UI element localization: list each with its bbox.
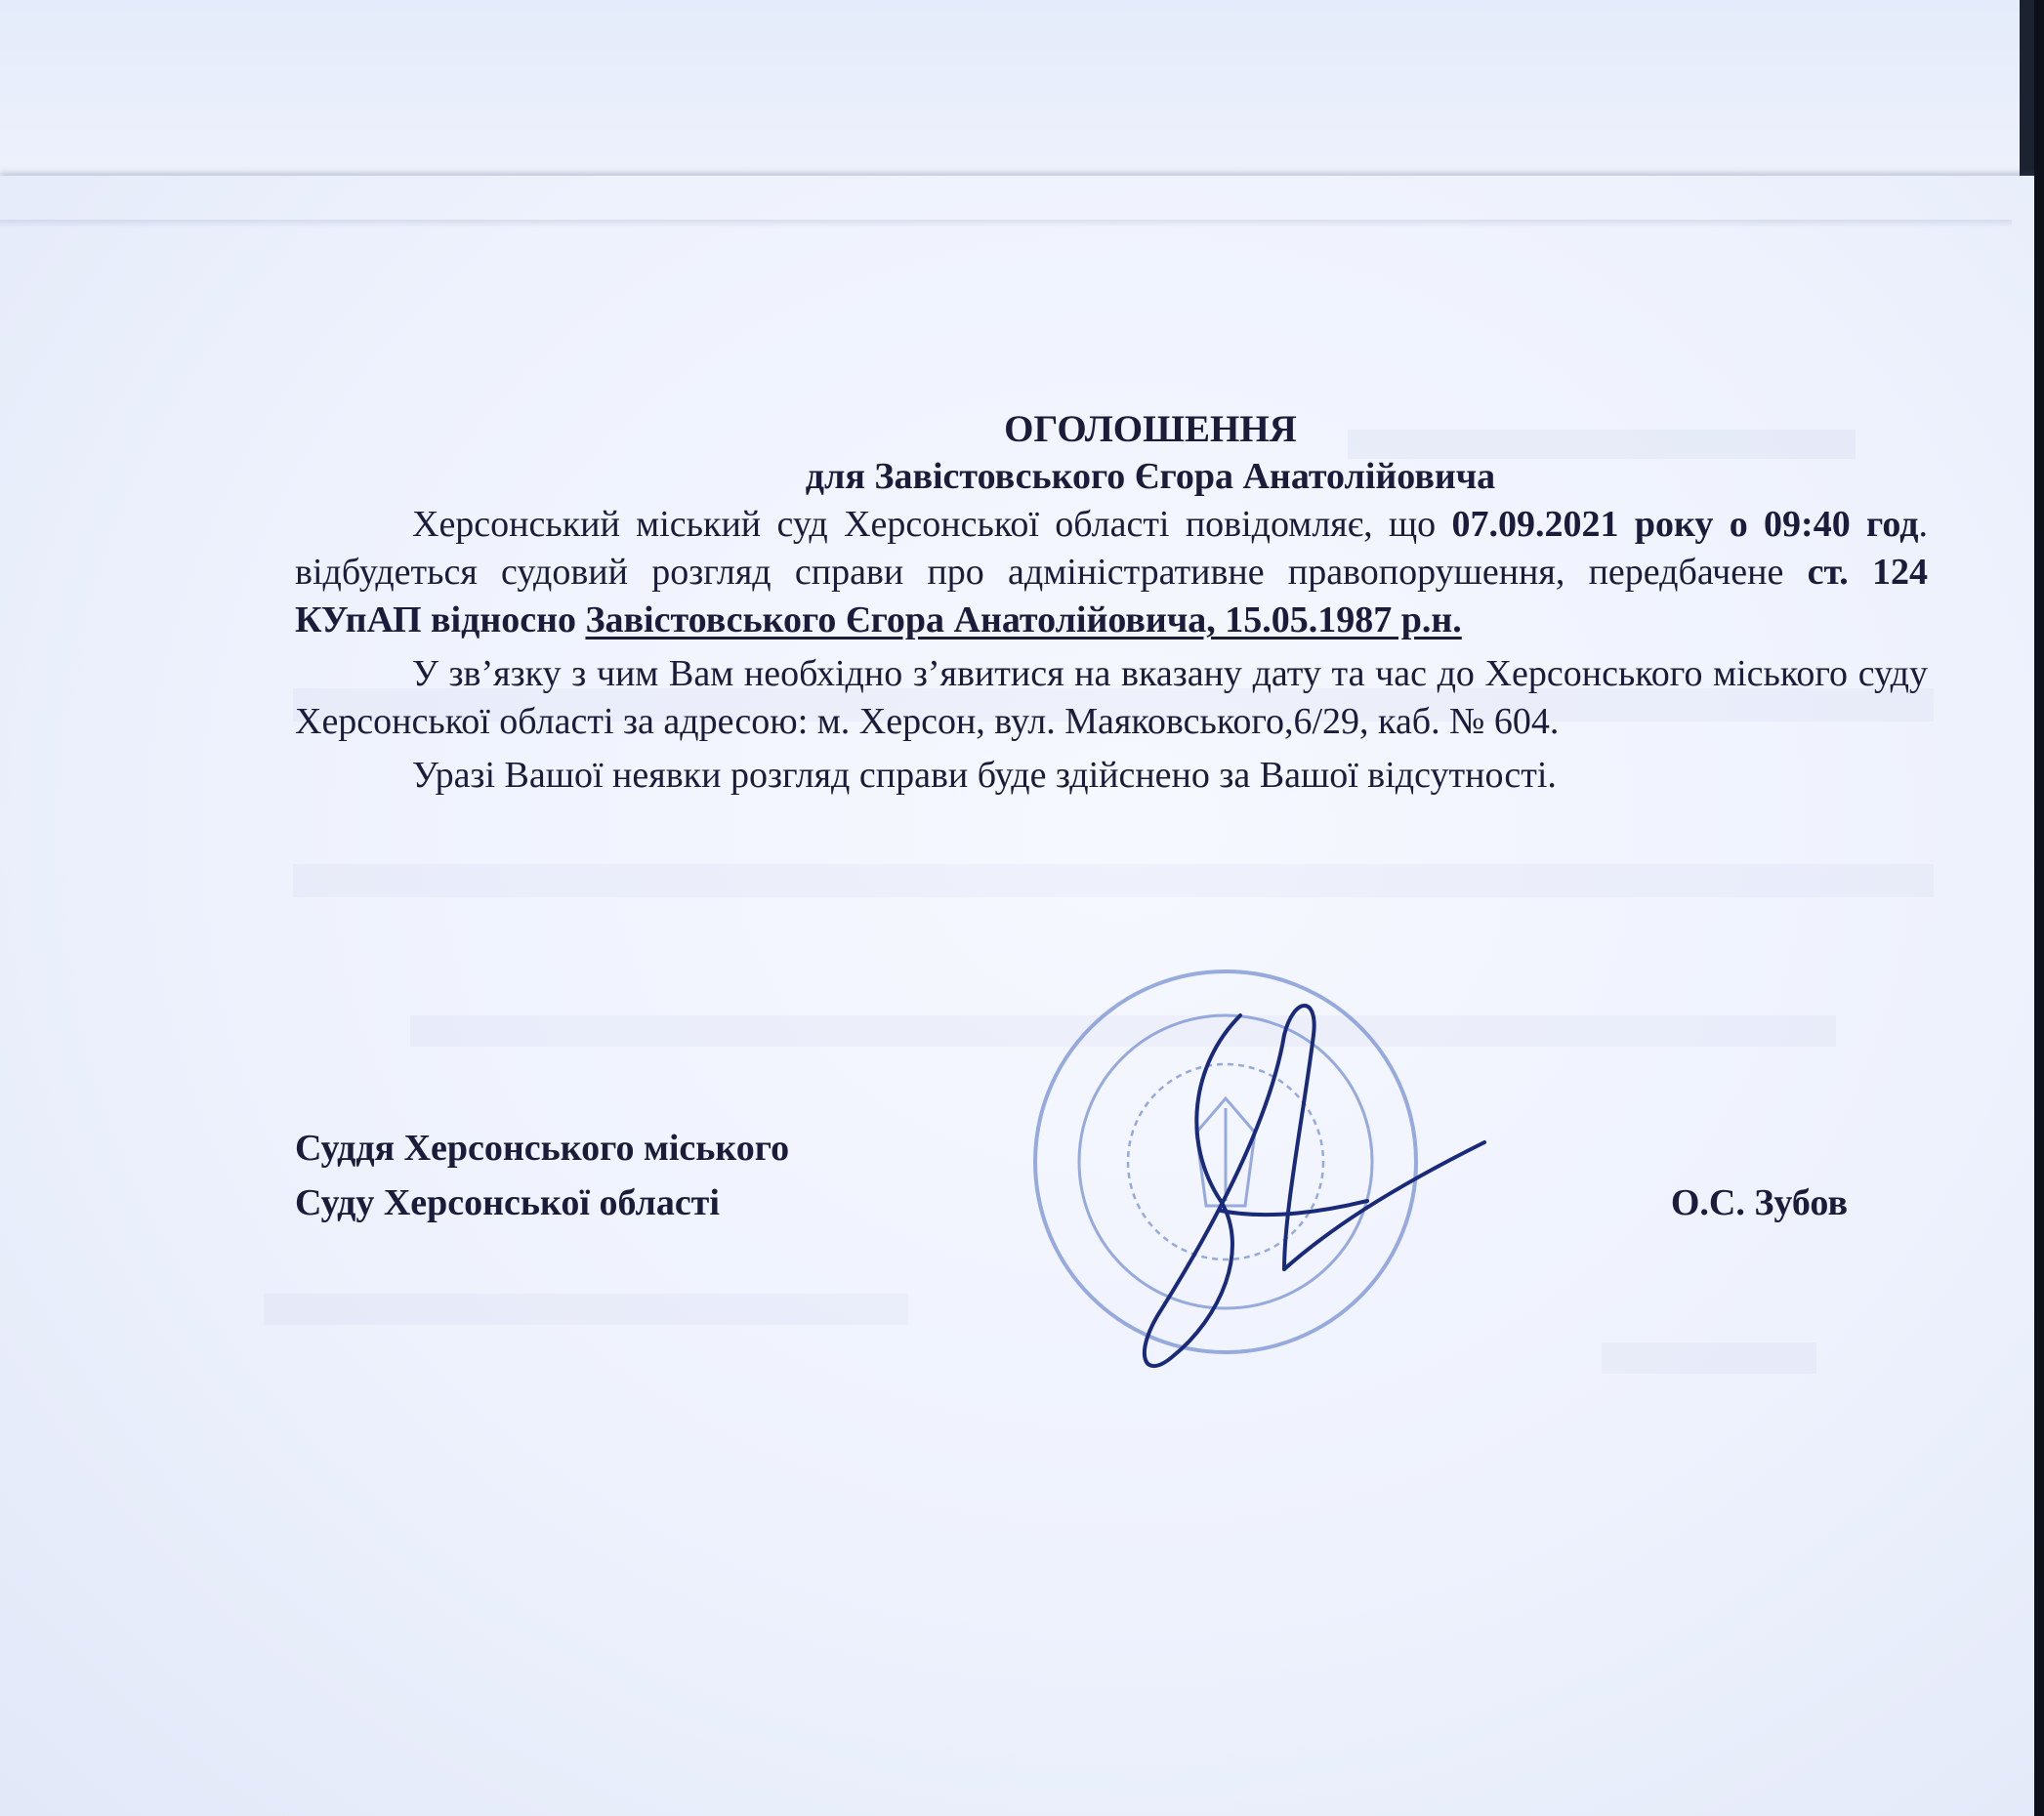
signature-block — [295, 1121, 1848, 1230]
hearing-datetime: 07.09.2021 року о 09:40 год — [1451, 504, 1919, 545]
paragraph-intro: Херсонський міський суд Херсонської області повідомляє, що — [412, 504, 1452, 545]
back-sheet — [0, 0, 2020, 195]
show-through — [293, 864, 1934, 897]
judge-position-line1: Суддя Херсонського міського — [295, 1128, 790, 1169]
article-reference: ст. 124 КУпАП відносно — [295, 552, 1928, 640]
paragraph-address: У зв’язку з чим Вам необхідно з’явитися на вказану дату та час до Херсонського міського суду Херсонської області за адресою: м. Херсон, вул. Маяковського,6/29, каб. № 604. — [295, 653, 1928, 742]
show-through — [1602, 1342, 1816, 1374]
paper-fold — [0, 220, 2012, 227]
paragraph-hearing — [295, 501, 1928, 644]
judge-position-line2: Суду Херсонської області — [295, 1182, 720, 1223]
announcement-body — [295, 405, 1928, 800]
defendant-name: Завістовського Єгора Анатолійовича, 15.05.1987 р.н. — [585, 599, 1462, 640]
judge-name: О.С. Зубов — [1670, 1182, 1848, 1223]
background-edge — [2034, 0, 2044, 1816]
document-subtitle: для Завістовського Єгора Анатолійовича — [805, 456, 1496, 497]
show-through — [264, 1294, 908, 1325]
paragraph-absence: Уразі Вашої неявки розгляд справи буде здійснено за Вашої відсутності. — [412, 755, 1557, 796]
paragraph-middle: . відбудеться судовий розгляд справи про адміністративне правопорушення, передбачене — [295, 504, 1928, 593]
document-title: ОГОЛОШЕННЯ — [1004, 408, 1297, 450]
